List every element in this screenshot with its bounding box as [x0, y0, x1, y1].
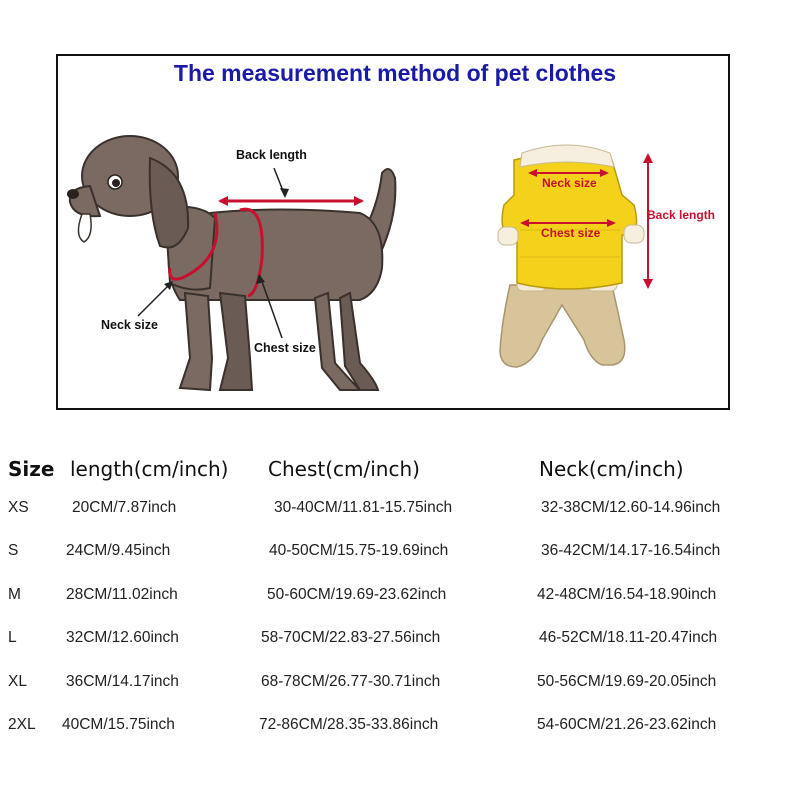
- row-size: M: [8, 586, 21, 603]
- dog-neck-size-label: Neck size: [101, 318, 158, 332]
- header-chest: Chest(cm/inch): [268, 457, 420, 481]
- row-length: 28CM/11.02inch: [66, 586, 178, 603]
- row-size: XS: [8, 499, 29, 516]
- header-size: Size: [8, 457, 55, 481]
- row-size: S: [8, 542, 19, 559]
- row-length: 32CM/12.60inch: [66, 629, 179, 646]
- row-neck: 32-38CM/12.60-14.96inch: [541, 499, 721, 516]
- row-chest: 50-60CM/19.69-23.62inch: [267, 586, 447, 603]
- row-chest: 72-86CM/28.35-33.86inch: [259, 716, 439, 733]
- row-chest: 58-70CM/22.83-27.56inch: [261, 629, 441, 646]
- row-neck: 50-56CM/19.69-20.05inch: [537, 673, 717, 690]
- row-size: 2XL: [8, 716, 36, 733]
- garment-chest-size-label: Chest size: [541, 226, 601, 240]
- row-neck: 42-48CM/16.54-18.90inch: [537, 586, 717, 603]
- row-neck: 54-60CM/21.26-23.62inch: [537, 716, 717, 733]
- row-size: L: [8, 629, 17, 646]
- garment-back-length-label: Back length: [647, 208, 716, 222]
- dog-back-length-label: Back length: [236, 148, 307, 162]
- header-neck: Neck(cm/inch): [539, 457, 684, 481]
- diagram-title: The measurement method of pet clothes: [173, 60, 617, 86]
- row-chest: 40-50CM/15.75-19.69inch: [269, 542, 449, 559]
- row-length: 24CM/9.45inch: [66, 542, 171, 559]
- row-length: 40CM/15.75inch: [62, 716, 175, 733]
- dog-chest-size-label: Chest size: [254, 341, 316, 355]
- row-neck: 46-52CM/18.11-20.47inch: [539, 629, 718, 646]
- row-chest: 30-40CM/11.81-15.75inch: [274, 499, 453, 516]
- garment-neck-size-label: Neck size: [542, 176, 597, 190]
- row-chest: 68-78CM/26.77-30.71inch: [261, 673, 441, 690]
- row-length: 20CM/7.87inch: [72, 499, 177, 516]
- row-length: 36CM/14.17inch: [66, 673, 179, 690]
- row-neck: 36-42CM/14.17-16.54inch: [541, 542, 721, 559]
- row-size: XL: [8, 673, 27, 690]
- garment-illustration: [462, 135, 732, 375]
- header-length: length(cm/inch): [70, 457, 229, 481]
